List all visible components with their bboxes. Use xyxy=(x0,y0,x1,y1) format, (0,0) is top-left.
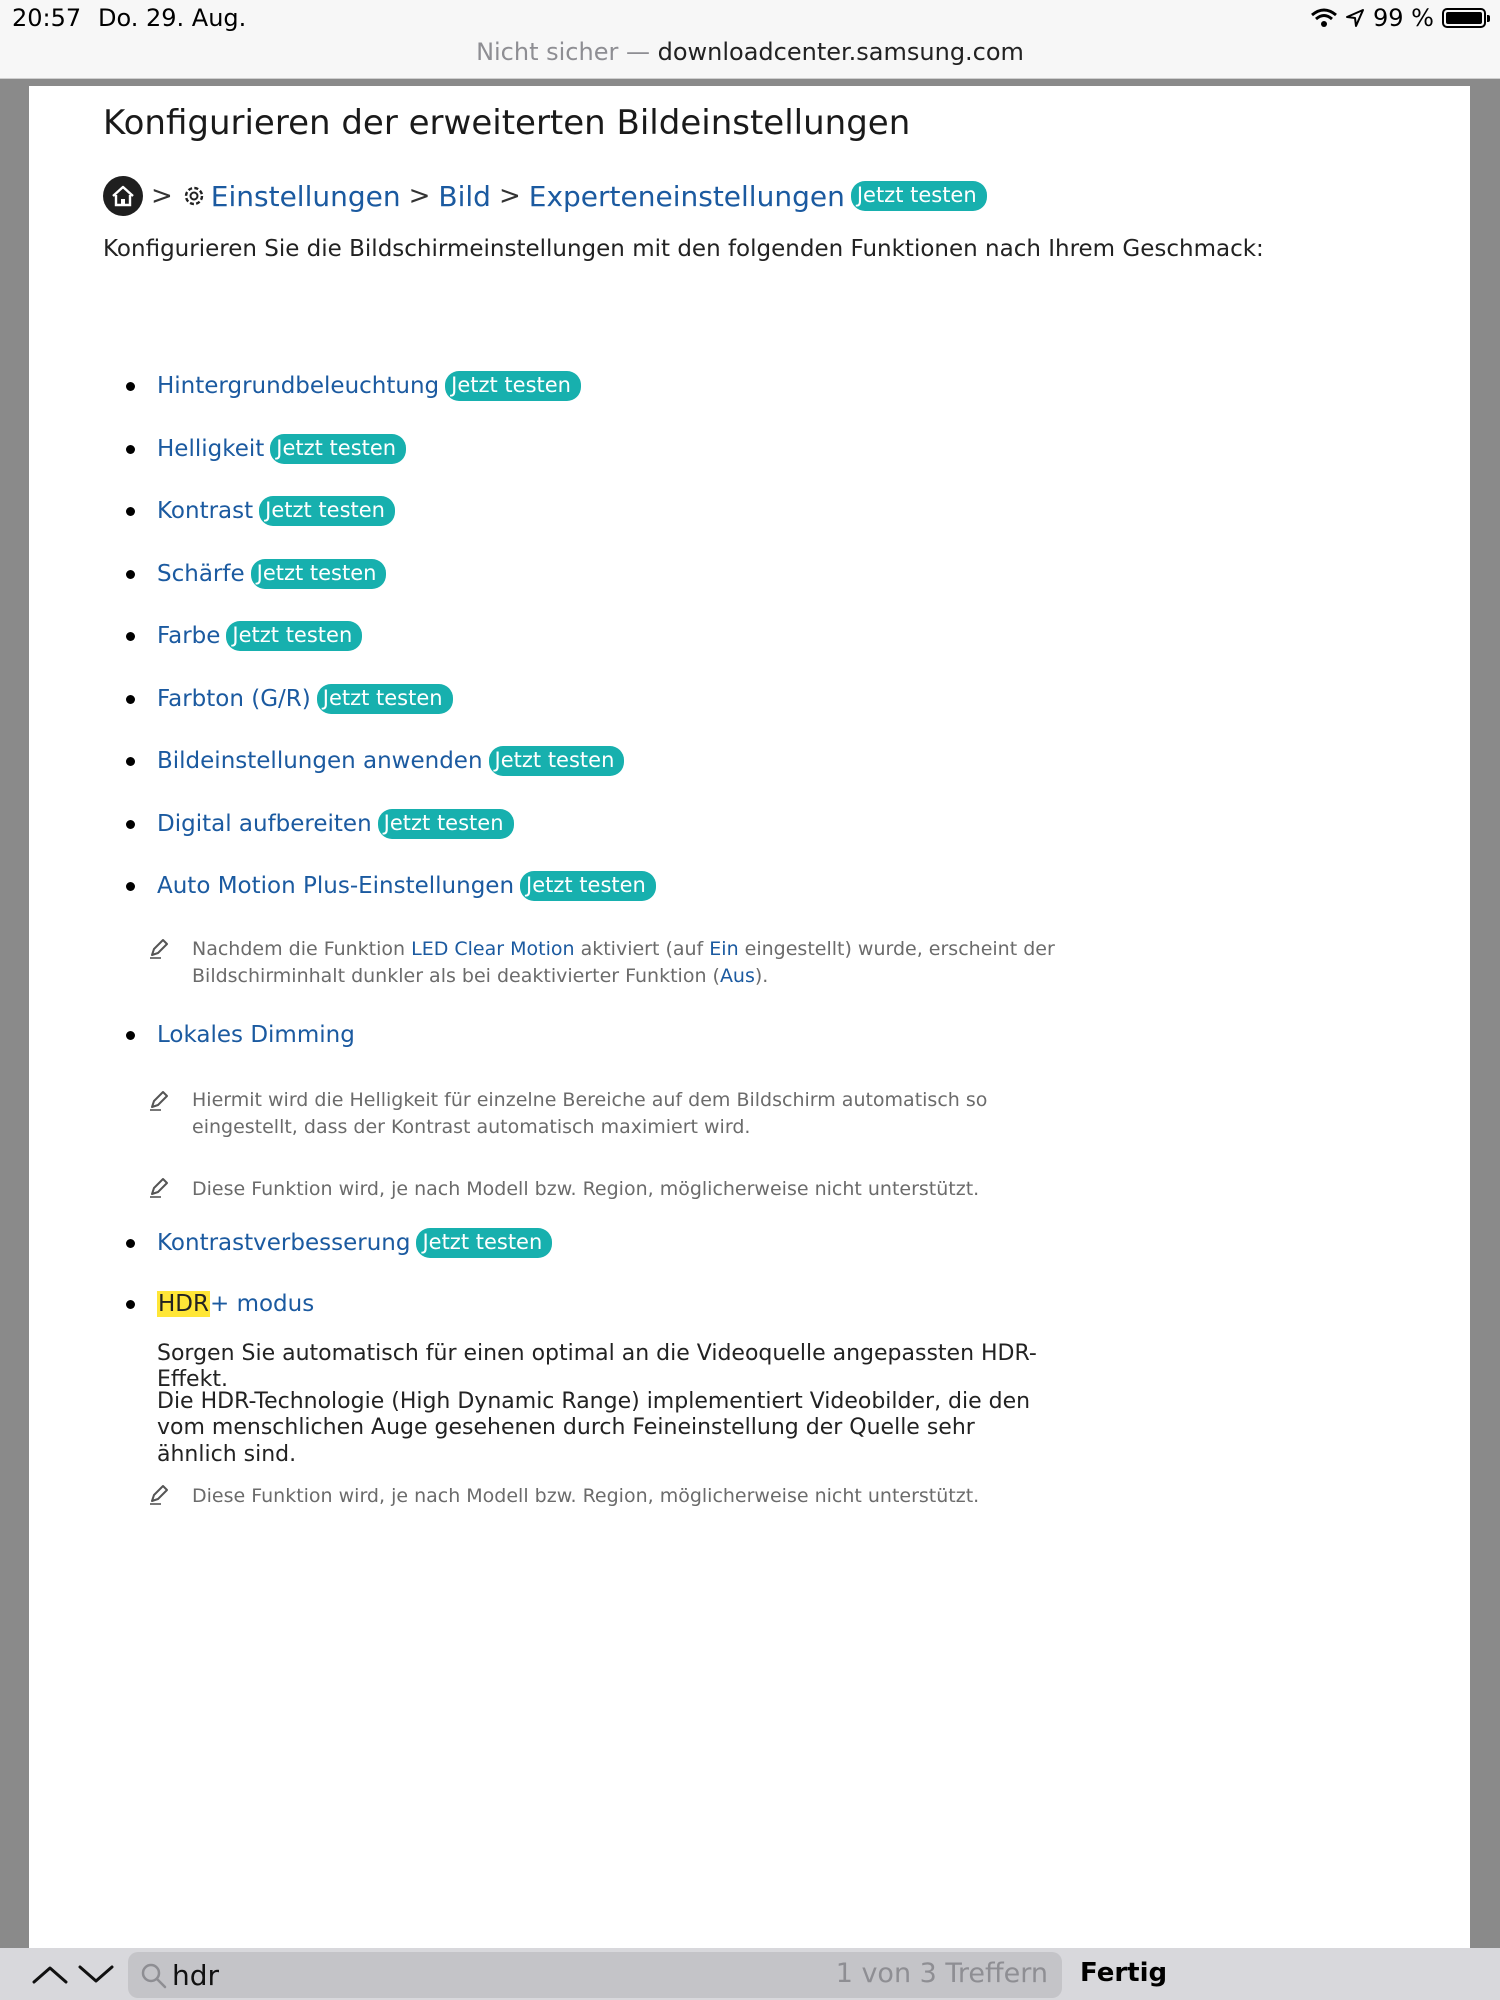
list-item xyxy=(157,871,656,901)
list-item xyxy=(157,809,514,839)
breadcrumb xyxy=(103,176,987,216)
find-input[interactable] xyxy=(172,1955,572,1995)
note-auto-motion: Nachdem die Funktion LED Clear Motion aktiviert (auf Ein eingestellt) wurde, erscheint der Bildschirminhalt dunkler als bei deaktivierter Funktion (Aus). xyxy=(192,938,1055,987)
pencil-note-icon xyxy=(148,937,170,959)
list-item xyxy=(157,1022,355,1048)
item-link[interactable]: Schärfe xyxy=(157,561,245,588)
try-now-badge[interactable]: Jetzt testen xyxy=(520,871,656,901)
breadcrumb-einstellungen[interactable]: Einstellungen xyxy=(210,179,401,213)
item-link[interactable]: Kontrastverbesserung xyxy=(157,1230,411,1257)
gear-icon xyxy=(181,183,207,209)
status-time: 20:57 xyxy=(12,4,82,32)
chevron-right-icon: > xyxy=(408,181,431,211)
try-now-badge[interactable]: Jetzt testen xyxy=(226,621,362,651)
item-link[interactable]: Digital aufbereiten xyxy=(157,811,372,838)
chevron-down-icon[interactable] xyxy=(76,1958,116,1990)
hdr-technology: Die HDR-Technologie (High Dynamic Range) implementiert Videobilder, die den vom menschlichen Auge gesehenen durch Feineinstellung der Quelle sehr ähnlich sind. xyxy=(157,1389,1031,1467)
url-bar[interactable] xyxy=(0,38,1500,66)
item-link[interactable]: Auto Motion Plus-Einstellungen xyxy=(157,873,515,900)
item-link[interactable]: Helligkeit xyxy=(157,436,265,463)
try-now-badge[interactable]: Jetzt testen xyxy=(445,371,581,401)
list-item xyxy=(157,496,395,526)
breadcrumb-experteneinstellungen[interactable]: Experteneinstellungen xyxy=(528,179,845,213)
list-item xyxy=(157,1228,552,1258)
try-now-badge[interactable]: Jetzt testen xyxy=(416,1228,552,1258)
try-now-badge[interactable]: Jetzt testen xyxy=(489,746,625,776)
pencil-note-icon xyxy=(148,1176,170,1198)
search-icon xyxy=(140,1962,168,1990)
list-item xyxy=(157,1291,314,1317)
try-now-badge[interactable]: Jetzt testen xyxy=(851,181,987,211)
note-model-support: Diese Funktion wird, je nach Modell bzw. Region, möglicherweise nicht unterstützt. xyxy=(192,1178,980,1200)
chevron-right-icon: > xyxy=(151,181,173,211)
status-bar xyxy=(0,0,1500,79)
try-now-badge[interactable]: Jetzt testen xyxy=(270,434,406,464)
note-model-support: Diese Funktion wird, je nach Modell bzw. Region, möglicherweise nicht unterstützt. xyxy=(192,1485,980,1507)
url-security-label: Nicht sicher — xyxy=(476,38,650,66)
home-icon[interactable] xyxy=(103,176,143,216)
pencil-note-icon xyxy=(148,1483,170,1505)
intro-text: Konfigurieren Sie die Bildschirmeinstellungen mit den folgenden Funktionen nach Ihrem Geschmack: xyxy=(103,236,1264,262)
list-item xyxy=(157,371,581,401)
list-item xyxy=(157,746,624,776)
location-arrow-icon xyxy=(1345,8,1365,28)
try-now-badge[interactable]: Jetzt testen xyxy=(259,496,395,526)
battery-icon xyxy=(1442,8,1486,28)
item-link[interactable]: Lokales Dimming xyxy=(157,1022,355,1048)
status-date: Do. 29. Aug. xyxy=(98,4,247,32)
list-item xyxy=(157,621,362,651)
list-item xyxy=(157,434,406,464)
item-link[interactable]: Hintergrundbeleuchtung xyxy=(157,373,440,400)
chevron-right-icon: > xyxy=(498,181,521,211)
chevron-up-icon[interactable] xyxy=(30,1958,70,1990)
try-now-badge[interactable]: Jetzt testen xyxy=(378,809,514,839)
list-item xyxy=(157,684,453,714)
battery-percent: 99 % xyxy=(1373,4,1434,32)
item-link[interactable]: Bildeinstellungen anwenden xyxy=(157,748,483,775)
try-now-badge[interactable]: Jetzt testen xyxy=(251,559,387,589)
page-title: Konfigurieren der erweiterten Bildeinstellungen xyxy=(103,103,911,143)
hdr-description: Sorgen Sie automatisch für einen optimal an die Videoquelle angepassten HDR-Effekt. xyxy=(157,1341,1037,1393)
pencil-note-icon xyxy=(148,1089,170,1111)
item-link[interactable]: Kontrast xyxy=(157,498,254,525)
list-item xyxy=(157,559,386,589)
url-host: downloadcenter.samsung.com xyxy=(657,38,1024,66)
wifi-icon xyxy=(1311,8,1337,28)
item-link[interactable]: Farbton (G/R) xyxy=(157,686,311,713)
status-indicators xyxy=(1311,4,1486,32)
item-link[interactable]: HDR+ modus xyxy=(158,1291,315,1317)
item-link[interactable]: Farbe xyxy=(157,623,221,650)
search-highlight: HDR xyxy=(158,1291,209,1317)
note-local-dimming: Hiermit wird die Helligkeit für einzelne Bereiche auf dem Bildschirm automatisch so eingestellt, dass der Kontrast automatisch maximiert wird. xyxy=(192,1089,988,1138)
find-done-button[interactable]: Fertig xyxy=(1080,1958,1168,1988)
try-now-badge[interactable]: Jetzt testen xyxy=(317,684,453,714)
breadcrumb-bild[interactable]: Bild xyxy=(438,179,491,213)
find-result-count: 1 von 3 Treffern xyxy=(835,1958,1048,1989)
